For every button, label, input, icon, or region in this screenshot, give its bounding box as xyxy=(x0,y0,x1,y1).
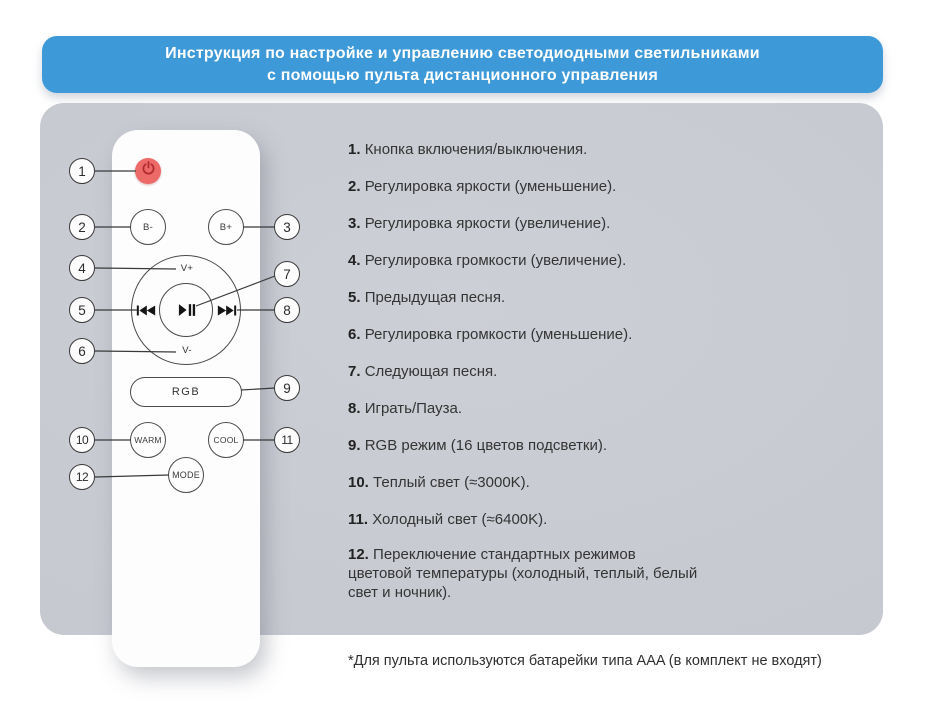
previous-track-icon xyxy=(136,304,156,322)
cool-button xyxy=(208,422,244,458)
mode-button xyxy=(168,457,204,493)
mode-label: MODE xyxy=(172,470,200,480)
instruction-3-text: Регулировка яркости (увеличение). xyxy=(364,215,611,232)
instruction-8-number: 8. xyxy=(348,400,361,417)
callout-9 xyxy=(274,375,300,401)
instruction-item-4 xyxy=(348,251,748,270)
instruction-7-text: Следующая песня. xyxy=(364,363,498,380)
instruction-item-12 xyxy=(348,545,700,602)
callout-10-number: 10 xyxy=(75,433,89,447)
callout-10 xyxy=(69,427,95,453)
callout-1-number: 1 xyxy=(78,163,86,179)
instruction-item-10 xyxy=(348,473,748,492)
instruction-5-text: Предыдущая песня. xyxy=(364,289,506,306)
callout-4 xyxy=(69,255,95,281)
instruction-9-number: 9. xyxy=(348,437,361,454)
instruction-8-text: Играть/Пауза. xyxy=(364,400,462,417)
brightness-down-label: B- xyxy=(142,221,154,233)
instruction-item-2 xyxy=(348,177,748,196)
callout-3-number: 3 xyxy=(283,219,291,235)
power-icon xyxy=(140,160,157,182)
header-line1: Инструкция по настройке и управлению светодиодными светильниками xyxy=(165,44,760,62)
instruction-item-6 xyxy=(348,325,748,344)
instruction-7-number: 7. xyxy=(348,363,361,380)
callout-8 xyxy=(274,297,300,323)
callout-11-number: 11 xyxy=(281,433,293,447)
instruction-6-text: Регулировка громкости (уменьшение). xyxy=(364,326,633,343)
warm-label: WARM xyxy=(134,435,162,445)
instruction-item-1 xyxy=(348,140,748,159)
instruction-item-9 xyxy=(348,436,748,455)
header-line2: с помощью пульта дистанционного управления xyxy=(267,66,658,84)
callout-1 xyxy=(69,158,95,184)
callout-7-number: 7 xyxy=(283,266,291,282)
rgb-label: RGB xyxy=(171,386,201,398)
instruction-9-text: RGB режим (16 цветов подсветки). xyxy=(364,437,608,454)
instruction-2-text: Регулировка яркости (уменьшение). xyxy=(364,178,617,195)
instruction-12-number: 12. xyxy=(348,546,369,563)
volume-up-label: V+ xyxy=(180,263,194,274)
volume-down-label: V- xyxy=(182,345,192,356)
callout-6-number: 6 xyxy=(78,343,86,359)
next-track-icon xyxy=(217,304,237,322)
instruction-item-7 xyxy=(348,362,748,381)
instruction-item-3 xyxy=(348,214,748,233)
brightness-up-label: B+ xyxy=(219,221,233,233)
callout-7 xyxy=(274,261,300,287)
callout-2 xyxy=(69,214,95,240)
instruction-2-number: 2. xyxy=(348,178,361,195)
callout-3 xyxy=(274,214,300,240)
warm-button xyxy=(130,422,166,458)
instruction-item-5 xyxy=(348,288,748,307)
callout-4-number: 4 xyxy=(78,260,86,276)
instruction-11-text: Холодный свет (≈6400K). xyxy=(372,511,548,528)
instruction-12-text: Переключение стандартных режимов цветовой температуры (холодный, теплый, белый свет и ночник). xyxy=(348,546,698,601)
play-pause-icon xyxy=(178,303,196,322)
power-button xyxy=(135,158,161,184)
brightness-down-button xyxy=(130,209,166,245)
brightness-up-button xyxy=(208,209,244,245)
instruction-item-11 xyxy=(348,510,748,529)
instruction-6-number: 6. xyxy=(348,326,361,343)
instruction-3-number: 3. xyxy=(348,215,361,232)
callout-5 xyxy=(69,297,95,323)
instruction-item-8 xyxy=(348,399,748,418)
callout-9-number: 9 xyxy=(283,380,291,396)
callout-2-number: 2 xyxy=(78,219,86,235)
instruction-5-number: 5. xyxy=(348,289,361,306)
callout-11 xyxy=(274,427,300,453)
header-banner xyxy=(42,36,883,93)
callout-5-number: 5 xyxy=(78,302,86,318)
instruction-10-number: 10. xyxy=(348,474,369,491)
callout-12-number: 12 xyxy=(75,470,89,484)
instruction-11-number: 11. xyxy=(348,511,369,528)
callout-6 xyxy=(69,338,95,364)
battery-footnote: *Для пульта используются батарейки типа AAA (в комплект не входят) xyxy=(348,653,822,669)
instruction-1-text: Кнопка включения/выключения. xyxy=(364,141,588,158)
instruction-10-text: Теплый свет (≈3000K). xyxy=(373,474,530,491)
instruction-1-number: 1. xyxy=(348,141,361,158)
instruction-4-text: Регулировка громкости (увеличение). xyxy=(364,252,627,269)
callout-8-number: 8 xyxy=(283,302,291,318)
callout-12 xyxy=(69,464,95,490)
instruction-4-number: 4. xyxy=(348,252,361,269)
cool-label: COOL xyxy=(213,435,239,445)
rgb-button xyxy=(130,377,242,407)
